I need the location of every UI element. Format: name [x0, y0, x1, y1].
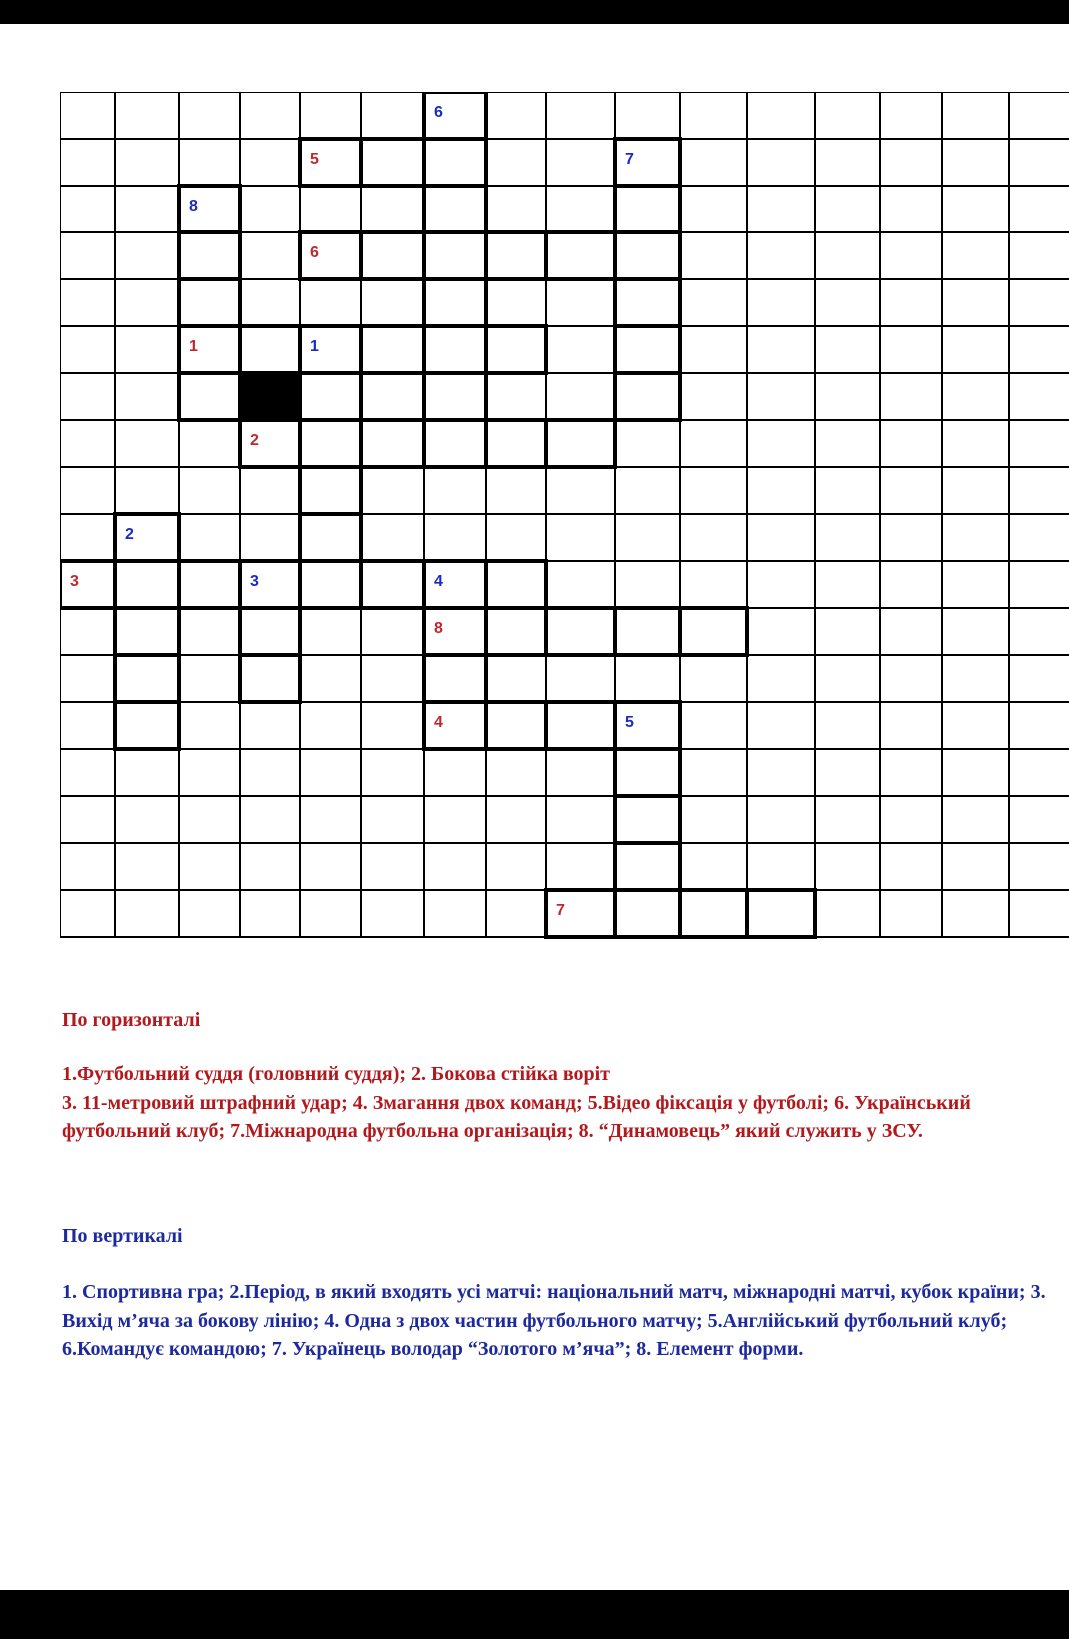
answer-cell[interactable]: [678, 606, 749, 657]
grid-line-vertical: [814, 92, 816, 937]
answer-cell[interactable]: [298, 137, 363, 188]
down-clue-number: 5: [625, 714, 634, 731]
grid-line-horizontal: [60, 513, 1069, 515]
grid-line-vertical: [545, 92, 547, 937]
grid-line-vertical: [879, 92, 881, 937]
answer-cell[interactable]: [238, 418, 302, 469]
answer-cell[interactable]: [544, 230, 617, 281]
grid-line-vertical: [1008, 92, 1010, 937]
answer-cell[interactable]: [238, 653, 302, 704]
answer-cell[interactable]: [238, 559, 302, 610]
answer-cell[interactable]: [484, 700, 548, 751]
grid-line-horizontal: [60, 138, 1069, 140]
grid-line-horizontal: [60, 795, 1069, 797]
answer-cell[interactable]: [298, 324, 363, 375]
answer-cell[interactable]: [359, 230, 426, 281]
answer-cell[interactable]: [484, 324, 548, 375]
across-clue-number: 7: [556, 902, 565, 919]
answer-cell[interactable]: [298, 371, 363, 422]
answer-cell[interactable]: [177, 184, 242, 234]
answer-cell[interactable]: [113, 512, 181, 563]
across-clue-number: 2: [250, 432, 259, 449]
grid-line-horizontal: [60, 842, 1069, 844]
answer-cell[interactable]: [238, 606, 302, 657]
answer-cell[interactable]: [113, 606, 181, 657]
answer-cell[interactable]: [422, 700, 488, 751]
answer-cell[interactable]: [678, 888, 749, 939]
answer-cell[interactable]: [484, 606, 548, 657]
answer-cell[interactable]: [422, 137, 488, 188]
answer-cell[interactable]: [613, 700, 682, 751]
answer-cell[interactable]: [613, 841, 682, 892]
answer-cell[interactable]: [745, 888, 817, 939]
answer-cell[interactable]: [298, 418, 363, 469]
answer-cell[interactable]: [544, 888, 617, 939]
down-clue-number: 8: [189, 198, 198, 215]
answer-cell[interactable]: [113, 700, 181, 751]
answer-cell[interactable]: [60, 559, 117, 610]
answer-cell[interactable]: [613, 137, 682, 188]
answer-cell[interactable]: [422, 324, 488, 375]
down-clue-number: 1: [310, 338, 319, 355]
black-cell: [240, 373, 300, 420]
answer-cell[interactable]: [422, 277, 488, 328]
answer-cell[interactable]: [613, 324, 682, 375]
answer-cell[interactable]: [613, 184, 682, 234]
across-clue-number: 4: [434, 714, 443, 731]
answer-cell[interactable]: [422, 606, 488, 657]
across-clue-number: 8: [434, 620, 443, 637]
answer-cell[interactable]: [613, 371, 682, 422]
answer-cell[interactable]: [484, 418, 548, 469]
horizontal-clues-text: 1.Футбольний суддя (головний суддя); 2. Бокова стійка воріт 3. 11-метровий штрафний удар; 4. Змагання двох команд; 5.Відео фіксація у футболі; 6. Український футбольний клуб; 7.Міжнародна футбольна організація; 8. “Динамовець” який служить у ЗСУ.: [62, 1063, 971, 1142]
answer-cell[interactable]: [177, 559, 242, 610]
answer-cell[interactable]: [177, 371, 242, 422]
answer-cell[interactable]: [544, 606, 617, 657]
vertical-clues-heading: По вертикалі: [62, 1225, 183, 1247]
answer-cell[interactable]: [613, 606, 682, 657]
answer-cell[interactable]: [422, 418, 488, 469]
crossword-grid: [60, 92, 1069, 984]
answer-cell[interactable]: [484, 230, 548, 281]
answer-cell[interactable]: [359, 137, 426, 188]
answer-cell[interactable]: [359, 418, 426, 469]
answer-cell[interactable]: [422, 371, 488, 422]
grid-line-horizontal: [60, 92, 1069, 93]
across-clue-number: 3: [70, 573, 79, 590]
answer-cell[interactable]: [613, 747, 682, 798]
across-clue-number: 6: [310, 244, 319, 261]
down-clue-number: 3: [250, 573, 259, 590]
answer-cell[interactable]: [422, 92, 488, 141]
answer-cell[interactable]: [177, 230, 242, 281]
answer-cell[interactable]: [422, 184, 488, 234]
down-clue-number: 6: [434, 104, 443, 121]
answer-cell[interactable]: [613, 888, 682, 939]
answer-cell[interactable]: [238, 324, 302, 375]
answer-cell[interactable]: [422, 230, 488, 281]
horizontal-clues-heading: По горизонталі: [62, 1009, 201, 1031]
answer-cell[interactable]: [544, 700, 617, 751]
answer-cell[interactable]: [177, 277, 242, 328]
answer-cell[interactable]: [613, 277, 682, 328]
answer-cell[interactable]: [113, 559, 181, 610]
answer-cell[interactable]: [484, 559, 548, 610]
answer-cell[interactable]: [113, 653, 181, 704]
answer-cell[interactable]: [422, 653, 488, 704]
worksheet-page: [0, 24, 1069, 1590]
answer-cell[interactable]: [177, 324, 242, 375]
down-clue-number: 7: [625, 151, 634, 168]
answer-cell[interactable]: [298, 559, 363, 610]
answer-cell[interactable]: [298, 512, 363, 563]
vertical-clues-text: 1. Спортивна гра; 2.Період, в який входять усі матчі: національний матч, міжнародні матчі, кубок країни; 3. Вихід м’яча за бокову лінію; 4. Одна з двох частин футбольного матчу; 5.Англійський футбольний клуб; 6.Командує командою; 7. Українець володар “Золотого м’яча”; 8. Елемент форми.: [62, 1281, 1046, 1360]
answer-cell[interactable]: [544, 418, 617, 469]
across-clue-number: 1: [189, 338, 198, 355]
down-clue-number: 4: [434, 573, 443, 590]
grid-line-vertical: [60, 92, 61, 937]
grid-line-vertical: [746, 92, 748, 937]
down-clue-number: 2: [125, 526, 134, 543]
answer-cell[interactable]: [613, 230, 682, 281]
answer-cell[interactable]: [359, 559, 426, 610]
across-clue-number: 5: [310, 151, 319, 168]
answer-cell[interactable]: [298, 465, 363, 516]
answer-cell[interactable]: [359, 324, 426, 375]
answer-cell[interactable]: [613, 794, 682, 845]
grid-line-vertical: [941, 92, 943, 937]
answer-cell[interactable]: [422, 559, 488, 610]
answer-cell[interactable]: [298, 230, 363, 281]
